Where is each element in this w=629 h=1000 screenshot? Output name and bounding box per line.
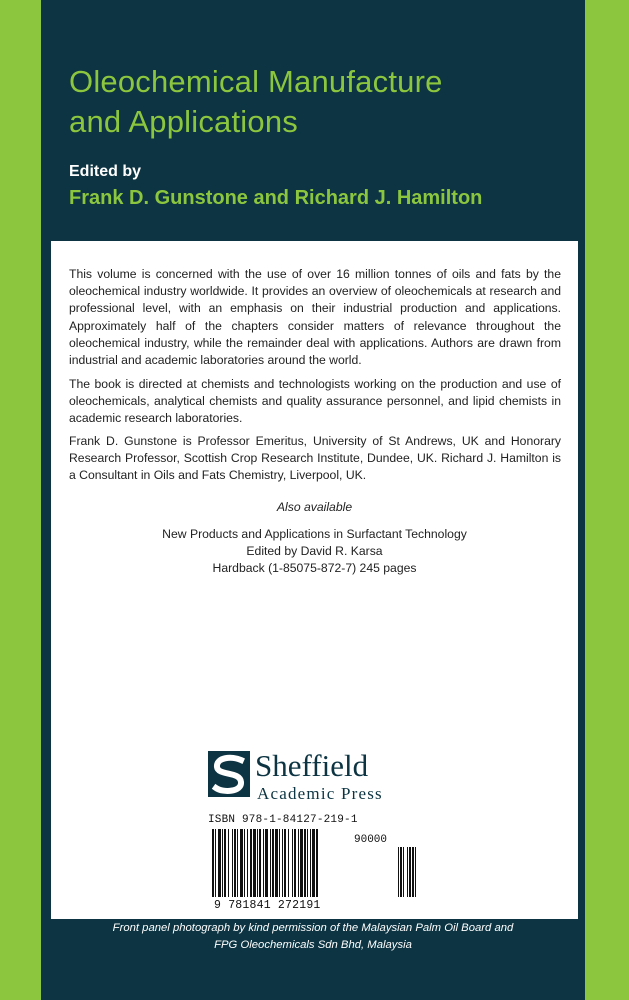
related-book-format: Hardback (1-85075-872-7) 245 pages [212, 561, 417, 575]
description-paragraph-1: This volume is concerned with the use of over 16 million tonnes of oils and fats by the oleochemical industry worldwide. It provides an overview of oleochemicals at research and professional level, with an emphasis on their industrial production and applications. Approximately half of the chapters consider matters of relevance throughout the oleochemical industry, while the remainder deal with applications. Authors are drawn from industrial and academic laboratories around the world. [69, 267, 561, 368]
barcode-addon-bar [415, 847, 416, 897]
description-paragraph-3: Frank D. Gunstone is Professor Emeritus, University of St Andrews, UK and Honorary Research Professor, Scottish Crop Research Institute, Dundee, UK. Richard J. Hamilton is a Consultant in Oils and Fats Chemistry, Liverpool, UK. [69, 434, 561, 483]
sheffield-s-icon [208, 751, 250, 797]
barcode-bar [307, 829, 308, 897]
barcode-bar [292, 829, 293, 897]
isbn-text: ISBN 978-1-84127-219-1 [208, 814, 358, 826]
edited-by-label: Edited by [69, 163, 142, 180]
barcode-addon-bar [398, 847, 399, 897]
barcode-bar [247, 829, 248, 897]
related-book-title: New Products and Applications in Surfactant Technology [162, 527, 467, 541]
editors-names: Frank D. Gunstone and Richard J. Hamilton [69, 187, 483, 209]
barcode-bar [282, 829, 283, 897]
barcode-bar [304, 829, 306, 897]
barcode-bar [275, 829, 278, 897]
barcode-bar [272, 829, 274, 897]
barcode-bar [224, 829, 226, 897]
barcode-addon-bar [403, 847, 404, 897]
barcode-bar [265, 829, 268, 897]
barcode-bar [263, 829, 264, 897]
barcode-graphic [212, 829, 430, 899]
book-title [69, 62, 569, 142]
barcode-bar [259, 829, 261, 897]
barcode-bar [237, 829, 238, 897]
barcode-bar [250, 829, 252, 897]
barcode-bar [232, 829, 233, 897]
barcode-bar [300, 829, 303, 897]
photo-credit-line-2: FPG Oleochemicals Sdn Bhd, Malaysia [214, 938, 412, 951]
cover-header [41, 0, 585, 241]
barcode-bar [244, 829, 245, 897]
barcode-bar [253, 829, 256, 897]
barcode-bar [288, 829, 289, 897]
barcode-bar [212, 829, 214, 897]
description-panel [51, 241, 578, 919]
description-paragraph-2: The book is directed at chemists and technologists working on the production and use of oleochemicals, analytical chemists and quality assurance personnel, and lipid chemists in academic research laboratories. [69, 377, 561, 426]
barcode-bar [312, 829, 315, 897]
barcode-bar [298, 829, 299, 897]
barcode-addon-bar [400, 847, 402, 897]
barcode-bar [284, 829, 286, 897]
related-book-editor: Edited by David R. Karsa [246, 544, 383, 558]
barcode-bar [270, 829, 271, 897]
book-title-line-1: Oleochemical Manufacture [69, 64, 443, 99]
barcode-bar [228, 829, 229, 897]
book-title-line-2: and Applications [69, 104, 298, 139]
photo-credit [41, 920, 585, 953]
barcode-bar [215, 829, 216, 897]
barcode-bar [222, 829, 223, 897]
also-available-heading: Also available [276, 500, 353, 514]
publisher-name: Sheffield [255, 748, 369, 783]
barcode-addon-bar [412, 847, 414, 897]
barcode-bar [218, 829, 221, 897]
barcode-bar [294, 829, 296, 897]
barcode-bar [240, 829, 243, 897]
barcode-bar [234, 829, 236, 897]
barcode-bar [257, 829, 258, 897]
photo-credit-line-1: Front panel photograph by kind permission of the Malaysian Palm Oil Board and [112, 922, 514, 934]
publisher-logo [208, 748, 418, 811]
barcode-bar [279, 829, 280, 897]
publisher-subtitle: Academic Press [257, 784, 383, 803]
barcode-addon: 90000 [354, 834, 388, 846]
barcode-bar [310, 829, 311, 897]
barcode-addon-bar [409, 847, 411, 897]
barcode-addon-bar [407, 847, 408, 897]
barcode-digits: 9 781841 272191 [214, 899, 321, 912]
barcode-bar [316, 829, 318, 897]
